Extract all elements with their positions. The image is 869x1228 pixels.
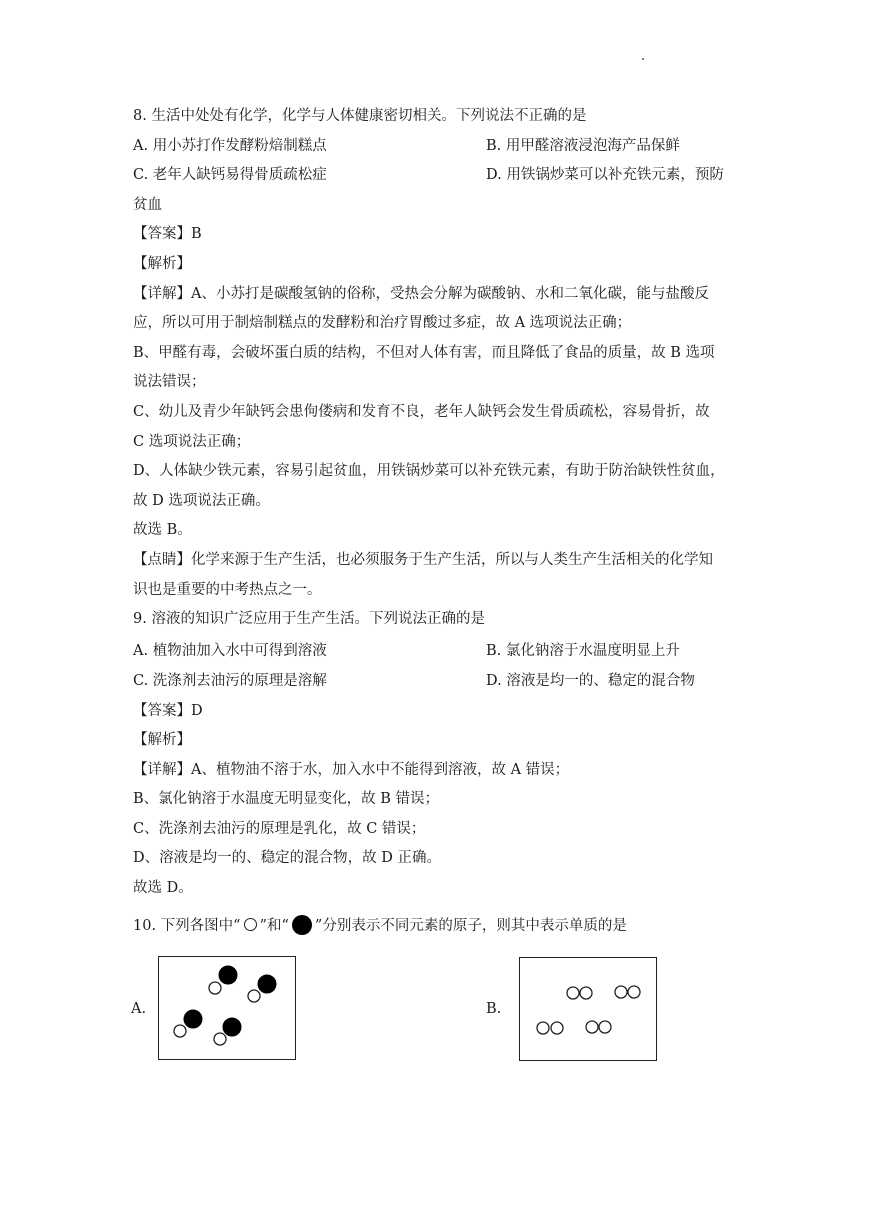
q8-detail-7: D、人体缺少铁元素，容易引起贫血，用铁锅炒菜可以补充铁元素，有助于防治缺铁性贫血， (133, 463, 725, 479)
q8-option-d: D. 用铁锅炒菜可以补充铁元素，预防 (486, 167, 724, 183)
small-atom (174, 1025, 186, 1037)
q10-figure-b-molecules (520, 958, 656, 1060)
q8-answer: 【答案】B (133, 226, 202, 242)
q8-option-a: A. 用小苏打作发酵粉焙制糕点 (133, 138, 327, 154)
q8-choose: 故选 B。 (133, 522, 192, 538)
q8-detail-5: C、幼儿及青少年缺钙会患佝偻病和发育不良，老年人缺钙会发生骨质疏松，容易骨折，故 (133, 404, 710, 420)
q9-stem: 9. 溶液的知识广泛应用于生产生活。下列说法正确的是 (133, 611, 485, 627)
q9-detail-1: 【详解】A、植物油不溶于水，加入水中不能得到溶液，故 A 错误； (133, 762, 570, 778)
large-atom (218, 965, 238, 985)
q10-figure-a-molecules (159, 957, 295, 1059)
q9-option-d: D. 溶液是均一的、稳定的混合物 (486, 673, 695, 689)
q9-option-a: A. 植物油加入水中可得到溶液 (133, 643, 327, 659)
q8-tip-1: 【点睛】化学来源于生产生活，也必须服务于生产生活，所以与人类生产生活相关的化学知 (133, 552, 713, 568)
q8-detail-1: 【详解】A、小苏打是碳酸氢钠的俗称，受热会分解为碳酸钠、水和二氧化碳，能与盐酸反 (133, 286, 709, 302)
q9-detail-3: C、洗涤剂去油污的原理是乳化，故 C 错误； (133, 821, 426, 837)
small-atom (628, 986, 640, 998)
small-atom (214, 1033, 226, 1045)
q9-answer: 【答案】D (133, 703, 203, 719)
large-atom (257, 974, 277, 994)
q8-detail-3: B、甲醛有毒，会破坏蛋白质的结构，不但对人体有害，而且降低了食品的质量，故 B 选项 (133, 345, 715, 361)
small-atom (615, 986, 627, 998)
q8-analysis: 【解析】 (133, 256, 191, 272)
small-atom (586, 1021, 598, 1033)
q9-option-c: C. 洗涤剂去油污的原理是溶解 (133, 673, 327, 689)
q9-detail-4: D、溶液是均一的、稳定的混合物，故 D 正确。 (133, 850, 441, 866)
q10-figure-b (519, 957, 657, 1061)
small-atom (580, 987, 592, 999)
q8-detail-8: 故 D 选项说法正确。 (133, 493, 270, 509)
q10-label-b: B. (486, 1001, 502, 1017)
small-atom (209, 982, 221, 994)
q8-stem: 8. 生活中处处有化学，化学与人体健康密切相关。下列说法不正确的是 (133, 108, 587, 124)
q9-option-b: B. 氯化钠溶于水温度明显上升 (486, 643, 680, 659)
q10-stem (133, 915, 627, 936)
large-atom (222, 1017, 242, 1037)
q8-option-d-cont: 贫血 (133, 197, 162, 213)
small-atom (551, 1022, 563, 1034)
q8-detail-6: C 选项说法正确； (133, 434, 251, 450)
small-atom (567, 987, 579, 999)
q10-stem-post: ”分别表示不同元素的原子，则其中表示单质的是 (314, 918, 627, 934)
q8-tip-2: 识也是重要的中考热点之一。 (133, 582, 322, 598)
q9-choose: 故选 D。 (133, 880, 193, 896)
q9-analysis: 【解析】 (133, 732, 191, 748)
q10-figure-a (158, 956, 296, 1060)
q8-detail-4: 说法错误； (133, 374, 206, 390)
q8-option-c: C. 老年人缺钙易得骨质疏松症 (133, 167, 327, 183)
page-dot-mark (642, 58, 644, 60)
q8-detail-2: 应，所以可用于制焙制糕点的发酵粉和治疗胃酸过多症，故 A 选项说法正确； (133, 315, 632, 331)
q10-stem-pre: 10. 下列各图中“ (133, 918, 241, 934)
q8-option-b: B. 用甲醛溶液浸泡海产品保鲜 (486, 138, 680, 154)
small-atom (248, 990, 260, 1002)
filled-circle-atom-icon (292, 915, 312, 935)
open-circle-atom-icon (244, 918, 257, 931)
small-atom (537, 1022, 549, 1034)
large-atom (183, 1009, 203, 1029)
q10-label-a: A. (131, 1001, 147, 1017)
small-atom (599, 1021, 611, 1033)
q9-detail-2: B、氯化钠溶于水温度无明显变化，故 B 错误； (133, 791, 440, 807)
q10-stem-mid: ”和“ (259, 918, 289, 934)
